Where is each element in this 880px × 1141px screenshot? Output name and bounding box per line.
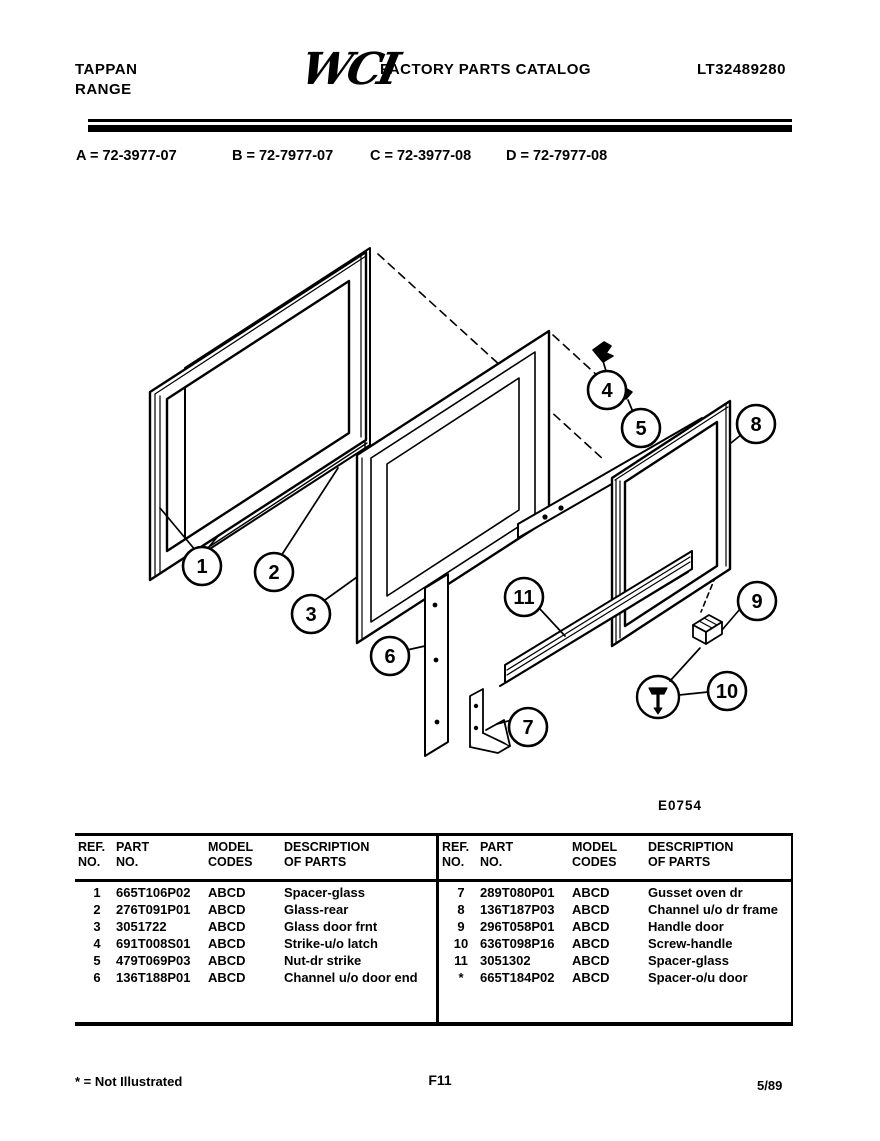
cell-model-codes: ABCD xyxy=(572,919,610,934)
cell-part-no: 665T184P02 xyxy=(480,970,555,985)
cell-model-codes: ABCD xyxy=(572,885,610,900)
callout-11 xyxy=(505,578,543,616)
part-gusset-bracket xyxy=(470,689,510,753)
cell-model-codes: ABCD xyxy=(572,953,610,968)
cell-description: Spacer-glass xyxy=(648,953,729,968)
cell-part-no: 691T008S01 xyxy=(116,936,191,951)
col-header-ref: REF. NO. xyxy=(442,840,470,869)
part-spacer-glass-bar xyxy=(500,551,692,686)
date-code: 5/89 xyxy=(757,1078,783,1093)
callout-9 xyxy=(738,582,776,620)
col-header-ref: REF. NO. xyxy=(78,840,106,869)
cell-model-codes: ABCD xyxy=(208,885,246,900)
cell-ref-no: * xyxy=(458,970,464,985)
cell-model-codes: ABCD xyxy=(208,953,246,968)
header-rule-thin xyxy=(88,119,792,122)
callout-8 xyxy=(737,405,775,443)
cell-model-codes: ABCD xyxy=(572,936,610,951)
brand-name xyxy=(75,60,137,100)
svg-text:11: 11 xyxy=(513,587,535,609)
model-c: C = 72-3977-08 xyxy=(370,148,472,164)
table-body-gap xyxy=(78,872,430,884)
cell-description: Gusset oven dr xyxy=(648,885,743,900)
cell-ref-no: 9 xyxy=(457,919,465,934)
svg-text:9: 9 xyxy=(751,591,763,613)
callout-5 xyxy=(622,409,660,447)
cell-description: Glass-rear xyxy=(284,902,349,917)
wci-logo: WCI xyxy=(296,44,401,95)
table-border-right xyxy=(791,833,793,1026)
col-header-desc: DESCRIPTION OF PARTS xyxy=(284,840,370,869)
col-header-desc: DESCRIPTION OF PARTS xyxy=(648,840,734,869)
cell-model-codes: ABCD xyxy=(572,970,610,985)
col-header-part: PART NO. xyxy=(480,840,514,869)
svg-text:5: 5 xyxy=(635,418,647,440)
cell-description: Strike-u/o latch xyxy=(284,936,378,951)
cell-ref-no: 11 xyxy=(454,953,468,968)
cell-ref-no: 4 xyxy=(93,936,101,951)
cell-part-no: 3051302 xyxy=(480,953,531,968)
cell-part-no: 136T188P01 xyxy=(116,970,191,985)
header-rule-thick xyxy=(88,125,792,132)
cell-ref-no: 10 xyxy=(453,936,469,951)
col-header-part: PART NO. xyxy=(116,840,150,869)
table-border-bottom xyxy=(75,1022,793,1026)
not-illustrated-note: * = Not Illustrated xyxy=(75,1074,183,1089)
part-screw-handle xyxy=(637,676,679,718)
cell-model-codes: ABCD xyxy=(208,919,246,934)
cell-description: Nut-dr strike xyxy=(284,953,362,968)
cell-ref-no: 1 xyxy=(93,885,101,900)
model-a: A = 72-3977-07 xyxy=(76,148,177,164)
cell-part-no: 136T187P03 xyxy=(480,902,555,917)
svg-text:4: 4 xyxy=(601,380,613,402)
page-code: F11 xyxy=(428,1072,452,1088)
cell-ref-no: 8 xyxy=(457,902,465,917)
exploded-parts-diagram xyxy=(0,180,880,825)
brand-line2: RANGE xyxy=(75,81,132,98)
cell-ref-no: 3 xyxy=(93,919,101,934)
cell-part-no: 289T080P01 xyxy=(480,885,555,900)
cell-ref-no: 2 xyxy=(93,902,101,917)
svg-text:7: 7 xyxy=(522,717,534,739)
cell-part-no: 276T091P01 xyxy=(116,902,191,917)
cell-model-codes: ABCD xyxy=(208,902,246,917)
svg-text:6: 6 xyxy=(384,646,396,668)
cell-description: Glass door frnt xyxy=(284,919,378,934)
svg-text:3: 3 xyxy=(305,604,317,626)
parts-table-left xyxy=(78,840,430,986)
figure-code: E0754 xyxy=(658,798,703,813)
callout-2 xyxy=(255,553,293,591)
cell-ref-no: 7 xyxy=(457,885,465,900)
svg-text:1: 1 xyxy=(196,556,208,578)
svg-text:10: 10 xyxy=(715,681,739,703)
cell-description: Channel u/o dr frame xyxy=(648,902,779,917)
table-center-divider xyxy=(436,833,439,1026)
catalog-title: FACTORY PARTS CATALOG xyxy=(380,61,592,78)
cell-description: Channel u/o door end xyxy=(284,970,418,985)
svg-text:8: 8 xyxy=(750,414,762,436)
cell-model-codes: ABCD xyxy=(208,936,246,951)
model-d: D = 72-7977-08 xyxy=(506,148,608,164)
col-header-model: MODEL CODES xyxy=(572,840,618,869)
col-header-model: MODEL CODES xyxy=(208,840,254,869)
cell-description: Screw-handle xyxy=(648,936,733,951)
cell-part-no: 636T098P16 xyxy=(480,936,555,951)
model-b: B = 72-7977-07 xyxy=(232,148,334,164)
svg-text:2: 2 xyxy=(268,562,280,584)
part-handle-block xyxy=(693,615,722,644)
callout-1 xyxy=(183,547,221,585)
callout-6 xyxy=(371,637,409,675)
callout-3 xyxy=(292,595,330,633)
table-body-gap xyxy=(442,872,787,884)
cell-ref-no: 5 xyxy=(93,953,101,968)
cell-description: Handle door xyxy=(648,919,724,934)
cell-part-no: 296T058P01 xyxy=(480,919,555,934)
publication-number: LT32489280 xyxy=(697,61,786,78)
cell-part-no: 479T069P03 xyxy=(116,953,191,968)
part-glass-rear xyxy=(185,248,370,565)
cell-model-codes: ABCD xyxy=(572,902,610,917)
cell-part-no: 665T106P02 xyxy=(116,885,191,900)
callout-4 xyxy=(588,371,626,409)
cell-description: Spacer-glass xyxy=(284,885,365,900)
part-channel-end xyxy=(425,574,448,756)
cell-ref-no: 6 xyxy=(93,970,101,985)
cell-model-codes: ABCD xyxy=(208,970,246,985)
brand-line1: TAPPAN xyxy=(75,61,138,78)
parts-table-right xyxy=(442,840,787,986)
table-border-top xyxy=(75,833,793,836)
cell-part-no: 3051722 xyxy=(116,919,167,934)
callout-7 xyxy=(509,708,547,746)
cell-description: Spacer-o/u door xyxy=(648,970,748,985)
callout-10 xyxy=(708,672,746,710)
